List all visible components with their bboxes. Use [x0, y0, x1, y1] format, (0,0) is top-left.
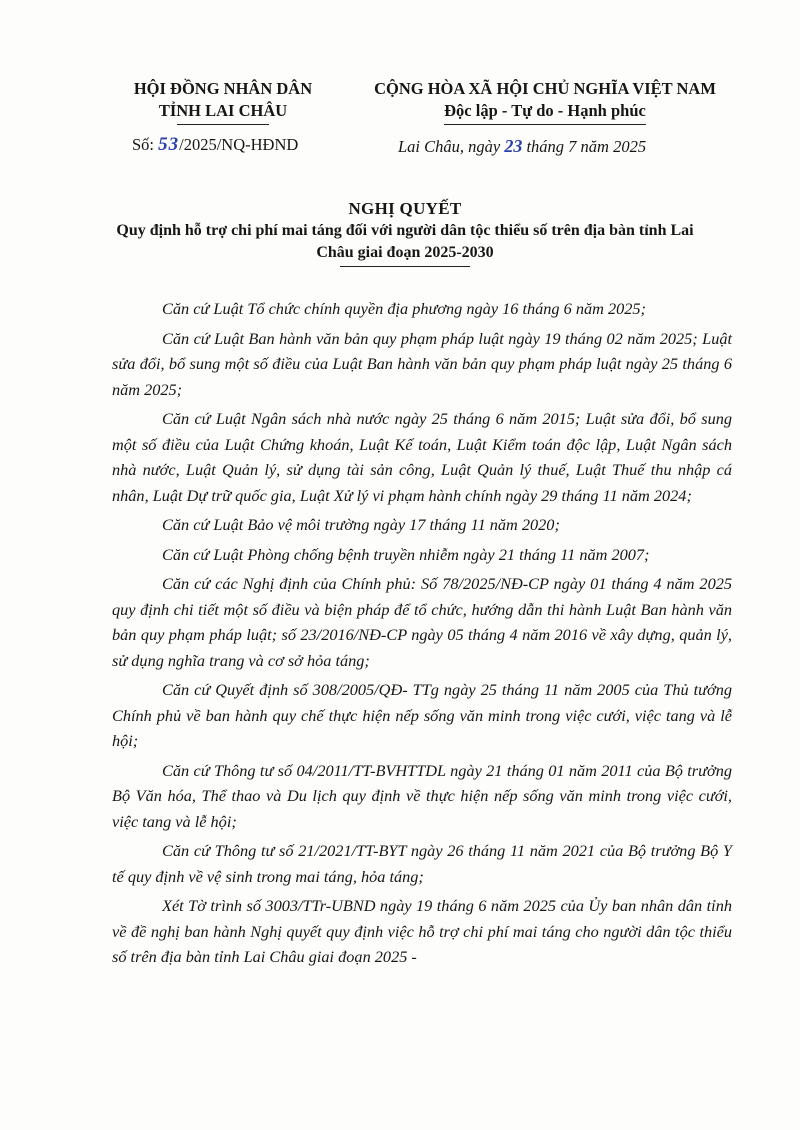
doc-number-prefix: Số:	[132, 135, 155, 154]
national-motto: Độc lập - Tự do - Hạnh phúc	[444, 100, 646, 124]
issue-date	[398, 136, 646, 157]
proposal-paragraph: Xét Tờ trình số 3003/TTr-UBND ngày 19 tháng 6 năm 2025 của Ủy ban nhân dân tỉnh về đề nghị ban hành Nghị quyết quy định việc hỗ trợ chi phí mai táng cho người dân tộc thiểu số trên địa bàn tỉnh Lai Châu giai đoạn 2025 -	[112, 896, 732, 966]
legal-basis-paragraph: Căn cứ Luật Ngân sách nhà nước ngày 25 tháng 6 năm 2015; Luật sửa đổi, bổ sung một số điều của Luật Chứng khoán, Luật Kế toán, Luật Kiểm toán độc lập, Luật Ngân sách nhà nước, Luật Quản lý, sử dụng tài sản công, Luật Quản lý thuế, Luật Thuế thu nhập cá nhân, Luật Dự trữ quốc gia, Luật Xử lý vi phạm hành chính ngày 29 tháng 11 năm 2024;	[112, 409, 732, 505]
legal-basis-paragraph: Căn cứ Luật Phòng chống bệnh truyền nhiễm ngày 21 tháng 11 năm 2007;	[162, 544, 650, 564]
legal-basis-paragraph: Căn cứ Thông tư số 21/2021/TT-BYT ngày 26 tháng 11 năm 2021 của Bộ trưởng Bộ Y tế quy định về vệ sinh trong mai táng, hỏa táng;	[112, 841, 732, 886]
date-suffix: tháng 7 năm 2025	[526, 137, 647, 156]
document-subject: Quy định hỗ trợ chi phí mai táng đối với người dân tộc thiểu số trên địa bàn tỉnh Lai Châu giai đoạn 2025-2030	[116, 222, 694, 261]
doc-number-suffix: /2025/NQ-HĐND	[179, 135, 299, 154]
province-name: TỈNH LAI CHÂU	[159, 100, 287, 124]
title-underline	[340, 266, 470, 267]
legal-basis-paragraph: Căn cứ Quyết định số 308/2005/QĐ- TTg ngày 25 tháng 11 năm 2005 của Thủ tướng Chính phủ về ban hành quy chế thực hiện nếp sống văn minh trong việc cưới, việc tang và lễ hội;	[112, 680, 732, 750]
preamble	[112, 296, 732, 974]
date-prefix: Lai Châu, ngày	[398, 137, 501, 156]
legal-basis-paragraph: Căn cứ các Nghị định của Chính phủ: Số 78/2025/NĐ-CP ngày 01 tháng 4 năm 2025 quy định chi tiết một số điều và biện pháp để tổ chức, hướng dẫn thi hành Luật Ban hành văn bản quy phạm pháp luật; số 23/2016/NĐ-CP ngày 05 tháng 4 năm 2016 về xây dựng, quản lý, sử dụng nghĩa trang và cơ sở hỏa táng;	[112, 574, 732, 670]
legal-basis-paragraph: Căn cứ Thông tư số 04/2011/TT-BVHTTDL ngày 21 tháng 01 năm 2011 của Bộ trưởng Bộ Văn hóa, Thể thao và Du lịch quy định về thực hiện nếp sống văn minh trong việc cưới, việc tang và lễ hội;	[112, 760, 732, 831]
doc-number-handwritten: 53	[158, 134, 180, 155]
legal-basis-paragraph: Căn cứ Luật Ban hành văn bản quy phạm pháp luật ngày 19 tháng 02 năm 2025; Luật sửa đổi, bổ sung một số điều của Luật Ban hành văn bản quy phạm pháp luật ngày 25 tháng 6 năm 2025;	[112, 328, 732, 399]
document-type: NGHỊ QUYẾT	[348, 199, 462, 218]
legal-basis-paragraph: Căn cứ Luật Tổ chức chính quyền địa phương ngày 16 tháng 6 năm 2025;	[162, 299, 646, 318]
issuing-authority	[118, 78, 328, 124]
legal-basis-paragraph: Căn cứ Luật Bảo vệ môi trường ngày 17 tháng 11 năm 2020;	[162, 515, 560, 534]
date-day-handwritten: 23	[504, 136, 523, 156]
nation-name: CỘNG HÒA XÃ HỘI CHỦ NGHĨA VIỆT NAM	[374, 79, 716, 98]
resolution-title	[60, 198, 750, 267]
council-name: HỘI ĐỒNG NHÂN DÂN	[133, 79, 313, 98]
national-heading	[350, 78, 740, 124]
document-number	[132, 134, 298, 156]
